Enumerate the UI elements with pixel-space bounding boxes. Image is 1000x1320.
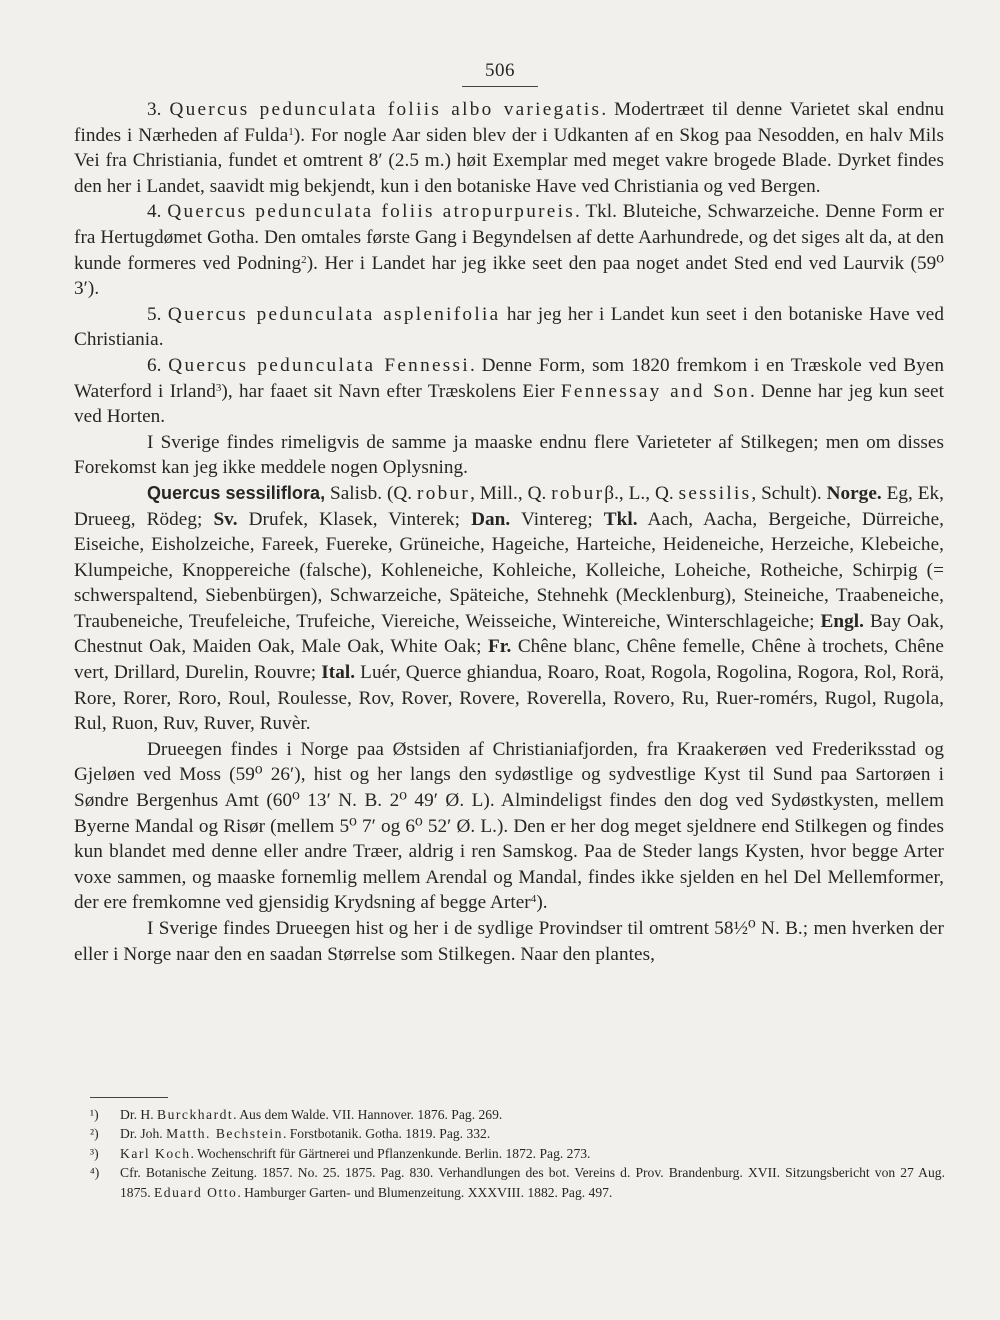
emphasized-text: Quercus pedunculata asplenifolia <box>167 303 501 325</box>
text-run: Dr. H. <box>120 1107 158 1122</box>
text-run: . Denne har jeg kun seet ved Horten. <box>74 380 944 428</box>
emphasized-text: Quercus sessiliflora, <box>147 482 326 503</box>
emphasized-text: Karl Koch <box>120 1145 191 1161</box>
text-run: Eg, Ek, Drueeg, Rödeg; <box>74 482 944 530</box>
text-run: , Mill., Q. <box>470 482 552 504</box>
emphasized-text: Matth. Bechstein <box>166 1126 283 1142</box>
footnote-rule <box>90 1097 168 1098</box>
footnote <box>90 1105 945 1124</box>
footnote-mark: ¹) <box>90 1107 99 1122</box>
text-run: Drufek, Klasek, Vinterek; <box>237 508 472 530</box>
emphasized-text: robur <box>417 482 471 504</box>
emphasized-text: sessilis <box>678 482 752 504</box>
text-run: 3. <box>147 99 170 120</box>
footnote-text <box>120 1105 945 1124</box>
paragraph <box>74 97 944 199</box>
text-run: . Hamburger Garten- und Blumenzeitung. XXXVIII. 1882. Pag. 497. <box>237 1184 613 1200</box>
text-run: Aach, Aacha, Bergeiche, Dürreiche, Eiseiche, Eisholzeiche, Fareek, Fuereke, Grüneiche, Hageiche, Harteiche, Heideneiche, Herzeiche, Klebeiche, Klumpeiche, Knoppereiche (falsche), Kohleneiche, Kohleiche, Kolleiche, Loheiche, Rotheiche, Schirpig (= schwerspaltend, Siebenbürgen), Schwarzeiche, Späteiche, Stehnehk (Mecklenburg), Steineiche, Traabeneiche, Traubeneiche, Treufeleiche, Trufeiche, Viereiche, Weisseiche, Wintereiche, Winterschlageiche; <box>74 508 944 632</box>
emphasized-text: Sv. <box>213 508 238 530</box>
paragraph <box>74 302 944 353</box>
footnotes <box>90 1105 945 1202</box>
footnote-reference: 1 <box>288 125 294 138</box>
text-run: ). <box>536 892 548 914</box>
emphasized-text: Norge. <box>826 482 882 504</box>
footnote-text <box>120 1124 945 1143</box>
text-run: har jeg her i Landet kun seet i den botaniske Have ved Christiania. <box>74 303 944 351</box>
paragraph <box>74 481 944 737</box>
text-run: 4. <box>147 201 168 223</box>
page-number: 506 <box>485 60 515 81</box>
text-run: I Sverige findes Drueegen hist og her i de sydlige Provindser til omtrent 58½⁰ N. B.; men hverken der eller i Norge naar den en saadan Størrelse som Stilkegen. Naar den plantes, <box>74 918 944 965</box>
text-run: Luér, Querce ghiandua, Roaro, Roat, Rogola, Rogolina, Rogora, Rol, Rorä, Rore, Rorer, Roro, Roul, Roulesse, Rov, Rover, Rovere, Roverella, Rovero, Ru, Ruer-romérs, Rugol, Rugola, Rul, Ruon, Ruv, Ruver, Ruvèr. <box>74 662 944 735</box>
text-run: . Forstbotanik. Gotha. 1819. Pag. 332. <box>282 1126 491 1142</box>
footnote-mark: ²) <box>90 1126 99 1142</box>
text-run: Dr. Joh. <box>120 1126 167 1142</box>
footnote-reference: 4 <box>530 893 537 906</box>
text-run: Chêne blanc, Chêne femelle, Chêne à trochets, Chêne vert, Drillard, Durelin, Rouvre; <box>74 636 944 684</box>
emphasized-text: robur <box>551 482 605 504</box>
footnote-mark: ³) <box>90 1145 99 1161</box>
emphasized-text: Engl. <box>820 610 864 632</box>
text-run: ). Her i Landet har jeg ikke seet den paa noget andet Sted end ved Laurvik (59⁰ 3′). <box>74 252 944 300</box>
footnote <box>90 1124 945 1143</box>
text-run: Drueegen findes i Norge paa Østsiden af Christianiafjorden, fra Kraakerøen ved Frederiksstad og Gjeløen ved Moss (59⁰ 26′), hist og her langs den sydøstlige og sydvestlige Kyst til Sund paa Sartorøen i Søndre Bergenhus Amt (60⁰ 13′ N. B. 2⁰ 49′ Ø. L). Almindeligst findes den dog ved Sydøstkysten, mellem Byerne Mandal og Risør (mellem 5⁰ 7′ og 6⁰ 52′ Ø. L.). Den er her dog meget sjeldnere end Stilkegen og findes kun blandet med denne eller andre Træer, aldrig i ren Samskog. Paa de Steder langs Kysten, hvor begge Arter voxe sammen, og maaske fornemlig mellem Arendal og Mandal, findes ikke sjelden en hel Del Mellemformer, der ere fremkomne ved gjensidig Krydsning af begge Arter <box>74 738 944 914</box>
emphasized-text: Quercus pedunculata foliis atropurpureis <box>167 201 575 223</box>
footnote-reference: 2 <box>301 253 307 266</box>
text-run: 6. <box>147 354 169 376</box>
footnote <box>90 1163 945 1202</box>
emphasized-text: Quercus pedunculata foliis albo variegatis <box>169 99 602 120</box>
body-text <box>74 97 944 967</box>
footnote-reference: 3 <box>215 381 222 394</box>
text-run: β., L., Q. <box>604 482 679 504</box>
emphasized-text: Ital. <box>321 662 356 684</box>
text-run: I Sverige findes rimeligvis de samme ja maaske endnu flere Varieteter af Stilkegen; men om disses Forekomst kan jeg ikke meddele nogen Oplysning. <box>74 431 944 479</box>
text-run: . Wochenschrift für Gärtnerei und Pflanzenkunde. Berlin. 1872. Pag. 273. <box>190 1145 591 1161</box>
paragraph <box>74 737 944 916</box>
footnote-mark: ⁴) <box>90 1165 100 1181</box>
emphasized-text: Dan. <box>471 508 511 530</box>
text-run: 5. <box>147 303 168 325</box>
emphasized-text: Tkl. <box>603 508 638 530</box>
text-run: . Modertræet til denne Varietet skal endnu findes i Nærheden af Fulda <box>74 99 944 146</box>
text-run: . Aus dem Walde. VII. Hannover. 1876. Pag. 269. <box>233 1107 503 1122</box>
footnote-text <box>120 1163 945 1202</box>
text-run: . Denne Form, som 1820 fremkom i en Træskole ved Byen Waterford i Irland <box>74 354 944 402</box>
text-run: Cfr. Botanische Zeitung. 1857. No. 25. 1875. Pag. 830. Verhandlungen des bot. Vereins d. Prov. Brandenburg. XVII. Sitzungsbericht von 27 Aug. 1875. <box>120 1165 945 1200</box>
emphasized-text: Fennessay and Son <box>560 380 751 402</box>
paragraph <box>74 353 944 430</box>
emphasized-text: Eduard Otto <box>153 1184 238 1200</box>
footnote-text <box>120 1144 945 1163</box>
text-run: , Schult). <box>751 482 827 504</box>
text-run: Vintereg; <box>510 508 604 530</box>
footnote <box>90 1144 945 1163</box>
text-run: ). For nogle Aar siden blev der i Udkanten af en Skog paa Nesodden, en halv Mils Vei fra Christiania, fundet et omtrent 8′ (2.5 m.) høit Exemplar med meget vakre brogede Blade. Dyrket findes den her i Landet, saavidt mig bekjendt, kun i den botaniske Have ved Christiania og ved Bergen. <box>74 124 944 197</box>
text-run: Bay Oak, Chestnut Oak, Maiden Oak, Male Oak, White Oak; <box>74 610 945 658</box>
emphasized-text: Fr. <box>487 636 512 658</box>
text-run: . Tkl. Bluteiche, Schwarzeiche. Denne Form er fra Hertugdømet Gotha. Den omtales første Gang i Begyndelsen af dette Aarhundrede, og det siges alt da, at den kunde formeres ved Podning <box>74 201 944 274</box>
paragraph <box>74 430 944 481</box>
paragraph <box>74 199 944 301</box>
text-run: Salisb. (Q. <box>325 482 417 504</box>
emphasized-text: Quercus pedunculata Fennessi <box>168 354 470 376</box>
page-number-rule <box>462 86 538 87</box>
text-run: ), har faaet sit Navn efter Træskolens Eier <box>221 380 561 402</box>
emphasized-text: Burckhardt <box>157 1107 234 1122</box>
paragraph <box>74 916 944 967</box>
